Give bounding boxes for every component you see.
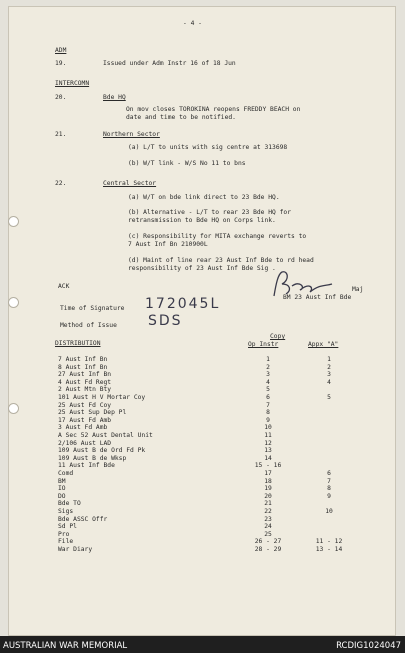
distribution-addressee: BM — [58, 477, 66, 485]
para-num: 19. — [55, 60, 67, 67]
column-header-op-instr: Op Instr — [248, 341, 279, 348]
distribution-heading: DISTRIBUTION — [55, 340, 101, 347]
appx-a-copy-number: 9 — [327, 492, 331, 500]
footer-source: AUSTRALIAN WAR MEMORIAL — [3, 641, 128, 651]
distribution-addressee: 2/106 Aust LAD — [58, 439, 112, 447]
punch-hole — [8, 216, 19, 227]
para-text: 7 Aust Inf Bn 210900L — [128, 241, 208, 248]
distribution-addressee: 109 Aust B de Wksp — [58, 454, 127, 462]
distribution-addressee: Pro — [58, 530, 70, 538]
appx-a-copy-number: 11 - 12 — [315, 538, 343, 546]
para-text: (b) Alternative - L/T to rear 23 Bde HQ for — [128, 209, 292, 216]
op-instr-copy-number: 6 — [266, 394, 270, 401]
time-of-signature-label: Time of Signature — [60, 305, 125, 312]
op-instr-copy-number: 11 — [264, 432, 272, 439]
distribution-addressee: War Diary — [58, 546, 93, 553]
distribution-addressee: 27 Aust Inf Bn — [58, 371, 112, 379]
para-text: (a) W/T on bde link direct to 23 Bde HQ. — [128, 194, 280, 201]
distribution-addressee: IO — [58, 485, 66, 493]
op-instr-copy-number: 26 - 27 — [254, 538, 282, 546]
appx-a-copy-number: 5 — [327, 394, 331, 401]
signatory-unit: BM 23 Aust Inf Bde — [283, 294, 352, 301]
para-text: (c) Responsibility for MITA exchange reverts to — [128, 233, 307, 240]
appx-a-copy-number: 4 — [327, 378, 331, 386]
punch-hole — [8, 403, 19, 414]
para-text: On mov closes TOROKINA reopens FREDDY BEACH on — [126, 106, 301, 113]
appx-a-copy-number: 6 — [327, 470, 331, 477]
distribution-addressee: Comd — [58, 470, 74, 477]
distribution-addressee: Sigs — [58, 508, 74, 515]
distribution-addressee: 8 Aust Inf Bn — [58, 363, 108, 371]
para-num: 22. — [55, 180, 67, 187]
distribution-addressee: A Sec 52 Aust Dental Unit — [58, 432, 153, 439]
para-num: 20. — [55, 94, 67, 101]
time-of-signature-value: 172045L — [145, 296, 221, 312]
op-instr-copy-number: 5 — [266, 386, 270, 394]
para-text: (a) L/T to units with sig centre at 313698 — [128, 144, 288, 151]
distribution-addressee: Bde ASSC Offr — [58, 515, 108, 523]
op-instr-copy-number: 9 — [266, 416, 270, 424]
distribution-addressee: 101 Aust H V Mortar Coy — [58, 394, 146, 401]
appx-a-copy-number: 7 — [327, 477, 331, 485]
op-instr-copy-number: 2 — [266, 363, 270, 371]
op-instr-copy-number: 18 — [264, 477, 272, 485]
distribution-addressee: 109 Aust B de Ord Fd Pk — [58, 447, 146, 455]
para-title: Bde HQ — [103, 94, 126, 101]
op-instr-copy-number: 21 — [264, 500, 272, 508]
distribution-addressee: 25 Aust Sup Dep Pl — [58, 409, 127, 417]
op-instr-copy-number: 20 — [264, 492, 272, 500]
appx-a-copy-number: 8 — [327, 485, 331, 493]
op-instr-copy-number: 4 — [266, 378, 270, 386]
distribution-addressee: 7 Aust Inf Bn — [58, 356, 108, 363]
distribution-addressee: Bde TO — [58, 500, 81, 508]
para-text: date and time to be notified. — [126, 114, 236, 121]
op-instr-copy-number: 17 — [264, 470, 272, 477]
op-instr-copy-number: 1 — [266, 356, 270, 363]
para-text: Issued under Adm Instr 16 of 18 Jun — [103, 60, 236, 67]
ack-label: ACK — [58, 283, 70, 290]
signatory-rank: Maj — [352, 286, 364, 293]
op-instr-copy-number: 3 — [266, 371, 270, 379]
op-instr-copy-number: 10 — [264, 424, 272, 432]
distribution-addressee: DO — [58, 492, 66, 500]
distribution-addressee: 2 Aust Mtn Bty — [58, 386, 112, 394]
para-text: (d) Maint of line rear 23 Aust Inf Bde to rd head — [128, 257, 314, 264]
para-title: Northern Sector — [103, 131, 160, 138]
op-instr-copy-number: 12 — [264, 439, 272, 447]
distribution-addressee: 11 Aust Inf Bde — [58, 462, 115, 470]
distribution-addressee: File — [58, 538, 74, 546]
op-instr-copy-number: 23 — [264, 515, 272, 523]
appx-a-copy-number: 2 — [327, 363, 331, 371]
distribution-addressee: 4 Aust Fd Regt — [58, 378, 112, 386]
op-instr-copy-number: 22 — [264, 508, 272, 515]
method-of-issue-label: Method of Issue — [60, 322, 117, 329]
op-instr-copy-number: 7 — [266, 401, 270, 409]
footer-reference: RCDIG1024047 — [336, 641, 401, 651]
op-instr-copy-number: 14 — [264, 454, 272, 462]
para-text: retransmission to Bde HQ on Corps link. — [128, 217, 276, 224]
distribution-addressee: 3 Aust Fd Amb — [58, 424, 108, 432]
para-num: 21. — [55, 131, 67, 138]
method-of-issue-value: SDS — [148, 313, 183, 329]
op-instr-copy-number: 8 — [266, 409, 270, 417]
adm-heading: ADM — [55, 47, 67, 54]
op-instr-copy-number: 15 - 16 — [254, 462, 282, 470]
distribution-addressee: 17 Aust Fd Amb — [58, 416, 112, 424]
appx-a-copy-number: 3 — [327, 371, 331, 379]
distribution-addressee: 25 Aust Fd Coy — [58, 401, 112, 409]
intercomn-heading: INTERCOMN — [55, 80, 90, 87]
appx-a-copy-number: 1 — [327, 356, 331, 363]
page-number: - 4 - — [183, 20, 202, 27]
op-instr-copy-number: 13 — [264, 447, 272, 455]
para-text: responsibility of 23 Aust Inf Bde Sig . — [128, 265, 276, 272]
op-instr-copy-number: 25 — [264, 530, 272, 538]
punch-hole — [8, 297, 19, 308]
para-title: Central Sector — [103, 180, 157, 187]
op-instr-copy-number: 24 — [264, 523, 272, 531]
distribution-addressee: Sd Pl — [58, 523, 77, 531]
appx-a-copy-number: 10 — [325, 508, 333, 515]
copy-heading: Copy — [270, 333, 286, 340]
op-instr-copy-number: 19 — [264, 485, 272, 493]
op-instr-copy-number: 28 - 29 — [254, 546, 282, 553]
para-text: (b) W/T link - W/S No 11 to bns — [128, 160, 246, 167]
column-header-appx-a: Appx "A" — [308, 341, 339, 348]
appx-a-copy-number: 13 - 14 — [315, 546, 343, 553]
